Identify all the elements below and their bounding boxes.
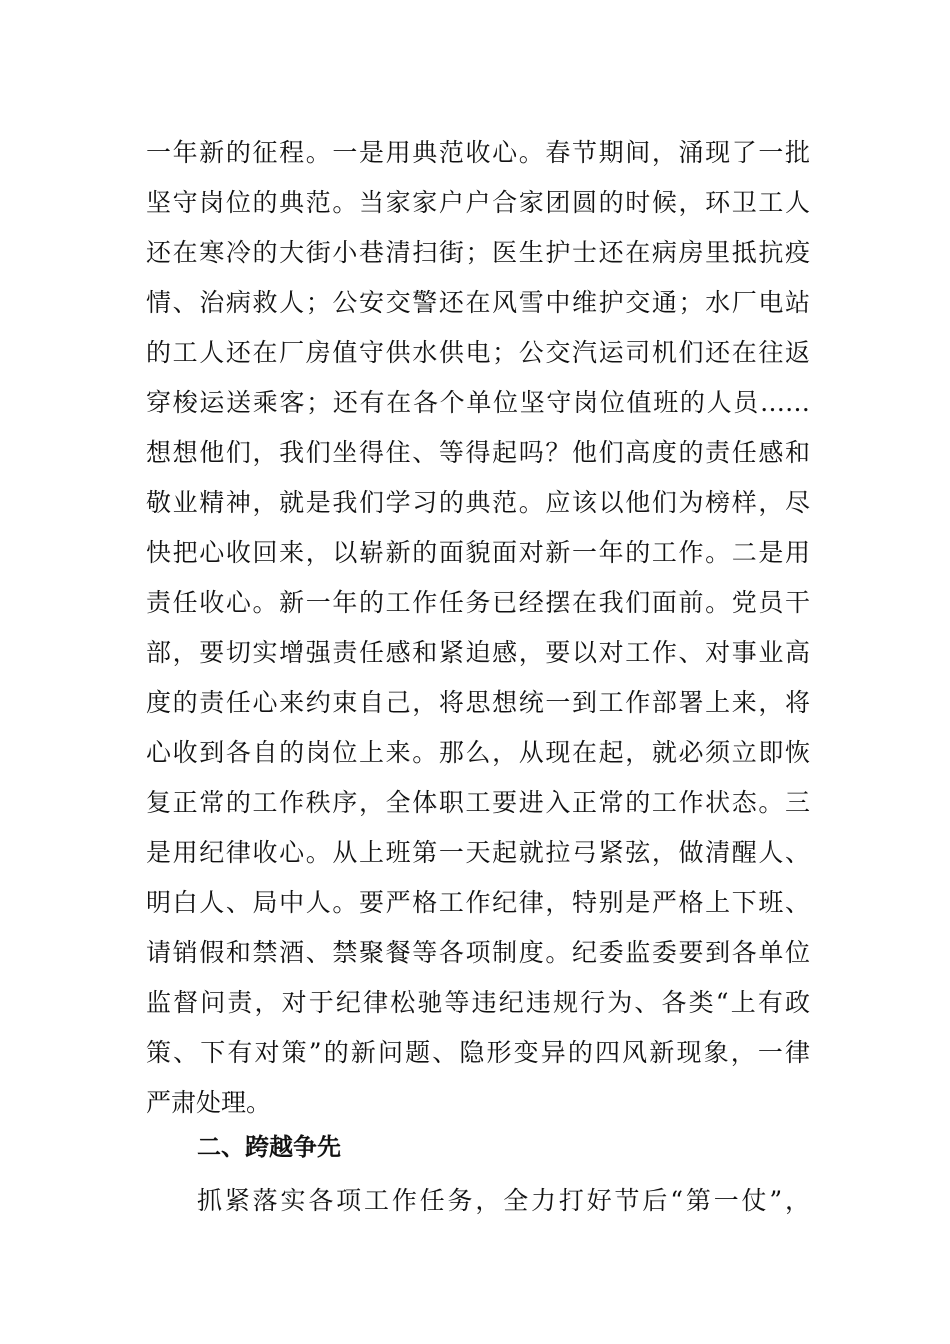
paragraph-line: 请销假和禁酒、禁聚餐等各项制度。纪委监委要到各单位 <box>146 938 810 967</box>
paragraph-line: 是用纪律收心。从上班第一天起就拉弓紧弦，做清醒人、 <box>146 838 810 867</box>
section-heading: 二、跨越争先 <box>197 1133 341 1161</box>
paragraph-line: 快把心收回来，以崭新的面貌面对新一年的工作。二是用 <box>146 538 810 567</box>
paragraph-line: 度的责任心来约束自己，将思想统一到工作部署上来，将 <box>146 688 810 717</box>
paragraph-line: 复正常的工作秩序，全体职工要进入正常的工作状态。三 <box>146 788 810 817</box>
paragraph-line: 一年新的征程。一是用典范收心。春节期间，涌现了一批 <box>146 138 810 167</box>
paragraph-line: 责任收心。新一年的工作任务已经摆在我们面前。党员干 <box>146 588 810 617</box>
paragraph-line: 策、下有对策”的新问题、隐形变异的四风新现象，一律 <box>146 1038 810 1067</box>
paragraph-line: 的工人还在厂房值守供水供电；公交汽运司机们还在往返 <box>146 338 810 367</box>
paragraph-line: 心收到各自的岗位上来。那么，从现在起，就必须立即恢 <box>146 738 810 767</box>
paragraph-line: 监督问责，对于纪律松驰等违纪违规行为、各类“上有政 <box>146 988 810 1017</box>
paragraph-line: 严肃处理。 <box>146 1088 272 1117</box>
paragraph-line: 坚守岗位的典范。当家家户户合家团圆的时候，环卫工人 <box>146 188 810 217</box>
paragraph-line: 穿梭运送乘客；还有在各个单位坚守岗位值班的人员…… <box>146 388 810 417</box>
paragraph-line: 还在寒冷的大街小巷清扫街；医生护士还在病房里抵抗疫 <box>146 238 810 267</box>
paragraph-line: 情、治病救人；公安交警还在风雪中维护交通；水厂电站 <box>146 288 810 317</box>
paragraph-line: 想想他们，我们坐得住、等得起吗？他们高度的责任感和 <box>146 438 810 467</box>
paragraph-2-line: 抓紧落实各项工作任务，全力打好节后“第一仗”， <box>197 1186 810 1215</box>
paragraph-line: 敬业精神，就是我们学习的典范。应该以他们为榜样，尽 <box>146 488 810 517</box>
paragraph-1 <box>146 128 810 1128</box>
paragraph-line: 部，要切实增强责任感和紧迫感，要以对工作、对事业高 <box>146 638 810 667</box>
paragraph-line: 明白人、局中人。要严格工作纪律，特别是严格上下班、 <box>146 888 810 917</box>
